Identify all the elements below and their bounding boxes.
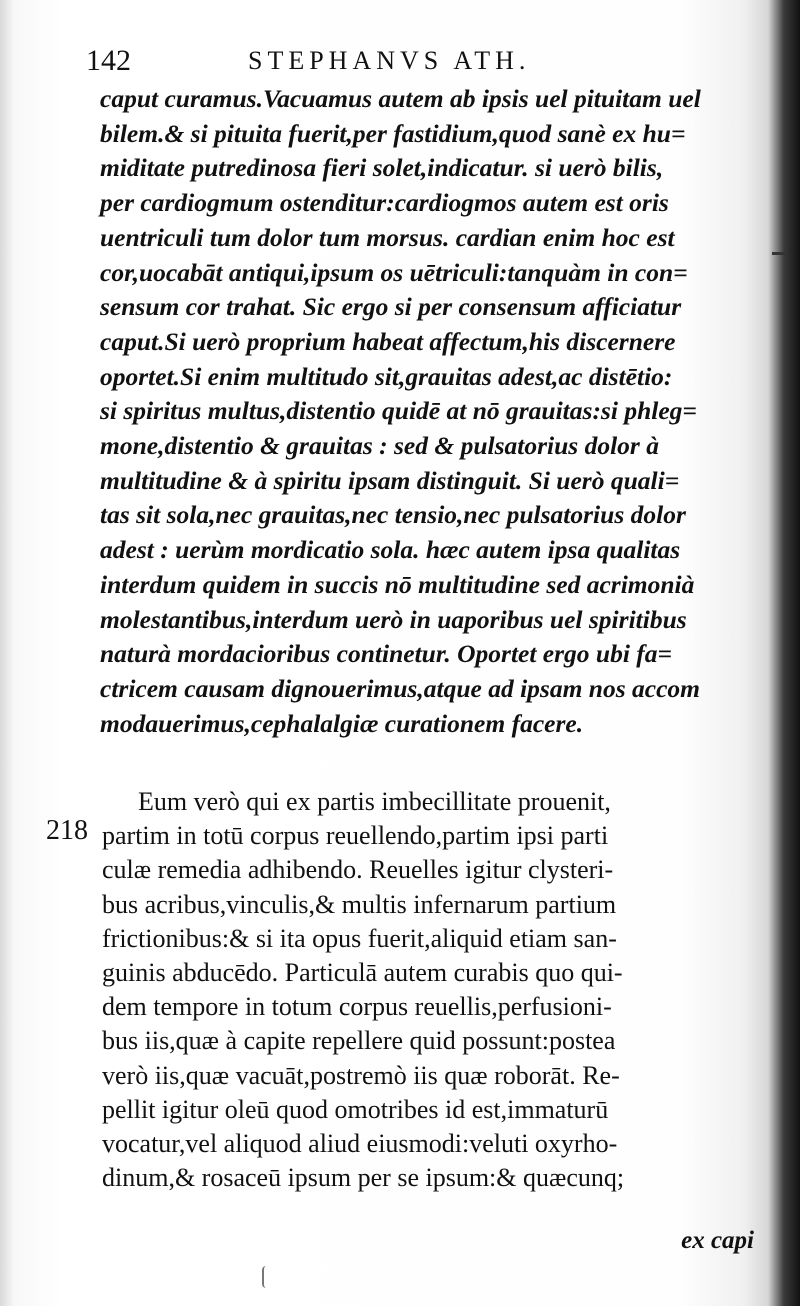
italic-line: caput.Si uerò proprium habeat affectum,his discernere (100, 326, 676, 356)
roman-line: bus iis,quæ à capite repellere quid possunt:postea (102, 1026, 616, 1056)
italic-line: cor,uocabāt antiqui,ipsum os uētriculi:tanquàm in con= (100, 257, 688, 287)
italic-line: uentriculi tum dolor tum morsus. cardian enim hoc est (100, 222, 675, 252)
roman-line: bus acribus,vinculis,& multis infernarum partium (102, 889, 617, 919)
roman-text-block (102, 785, 770, 1195)
italic-line: oportet.Si enim multitudo sit,grauitas adest,ac distētio: (100, 361, 673, 391)
italic-line: adest : uerùm mordicatio sola. hæc autem ipsa qualitas (100, 535, 681, 565)
roman-line: guinis abducēdo. Particulā autem curabis quo qui- (102, 958, 623, 988)
italic-line: mone,distentio & grauitas : sed & pulsatorius dolor à (100, 431, 659, 461)
roman-line: dinum,& rosaceū ipsum per se ipsum:& quæcunq; (102, 1163, 625, 1193)
italic-line: interdum quidem in succis nō multitudine sed acrimonià (100, 569, 695, 599)
roman-line: partim in totū corpus reuellendo,partim ipsi parti (102, 821, 609, 851)
italic-text-block (100, 82, 768, 741)
italic-line: per cardiogmum ostenditur:cardiogmos autem est oris (100, 188, 669, 218)
roman-line: Eum verò qui ex partis imbecillitate prouenit, (138, 787, 611, 816)
roman-line: dem tempore in totum corpus reuellis,perfusioni- (102, 992, 612, 1022)
roman-line: frictionibus:& si ita opus fuerit,aliquid etiam san- (102, 923, 617, 953)
margin-tick-mark (772, 252, 786, 255)
italic-line: molestantibus,interdum uerò in uaporibus uel spiritibus (100, 604, 687, 634)
page-header (86, 44, 726, 84)
italic-line: naturà mordacioribus continetur. Oportet ergo ubi fa= (100, 639, 673, 669)
italic-line: ctricem causam dignouerimus,atque ad ipsam nos accom (100, 673, 700, 703)
margin-note: 218 (46, 815, 88, 846)
running-head: STEPHANVS ATH. (248, 46, 531, 75)
paper-crease-mark (262, 1266, 270, 1288)
italic-line: tas sit sola,nec grauitas,nec tensio,nec pulsatorius dolor (100, 500, 686, 530)
italic-line: bilem.& si pituita fuerit,per fastidium,quod sanè ex hu= (100, 118, 686, 148)
italic-line: multitudine & à spiritu ipsam distinguit. Si uerò quali= (100, 465, 680, 495)
catchword: ex capi (681, 1227, 754, 1254)
roman-line: pellit igitur oleū quod omotribes id est,immaturū (102, 1094, 609, 1124)
roman-line: culæ remedia adhibendo. Reuelles igitur clysteri- (102, 855, 614, 885)
roman-line: vocatur,vel aliquod aliud eiusmodi:veluti oxyrho- (102, 1129, 618, 1159)
italic-line: sensum cor trahat. Sic ergo si per consensum afficiatur (100, 292, 682, 322)
page-gutter-shadow (0, 0, 14, 1306)
page-number: 142 (86, 44, 131, 77)
italic-line: miditate putredinosa fieri solet,indicatur. si uerò bilis, (100, 153, 664, 183)
italic-line: modauerimus,cephalalgiæ curationem facere. (100, 708, 584, 738)
italic-line: si spiritus multus,distentio quidē at nō grauitas:si phleg= (100, 396, 697, 426)
italic-line: caput curamus.Vacuamus autem ab ipsis uel pituitam uel (100, 84, 701, 113)
roman-line: verò iis,quæ vacuāt,postremò iis quæ roborāt. Re- (102, 1060, 620, 1090)
